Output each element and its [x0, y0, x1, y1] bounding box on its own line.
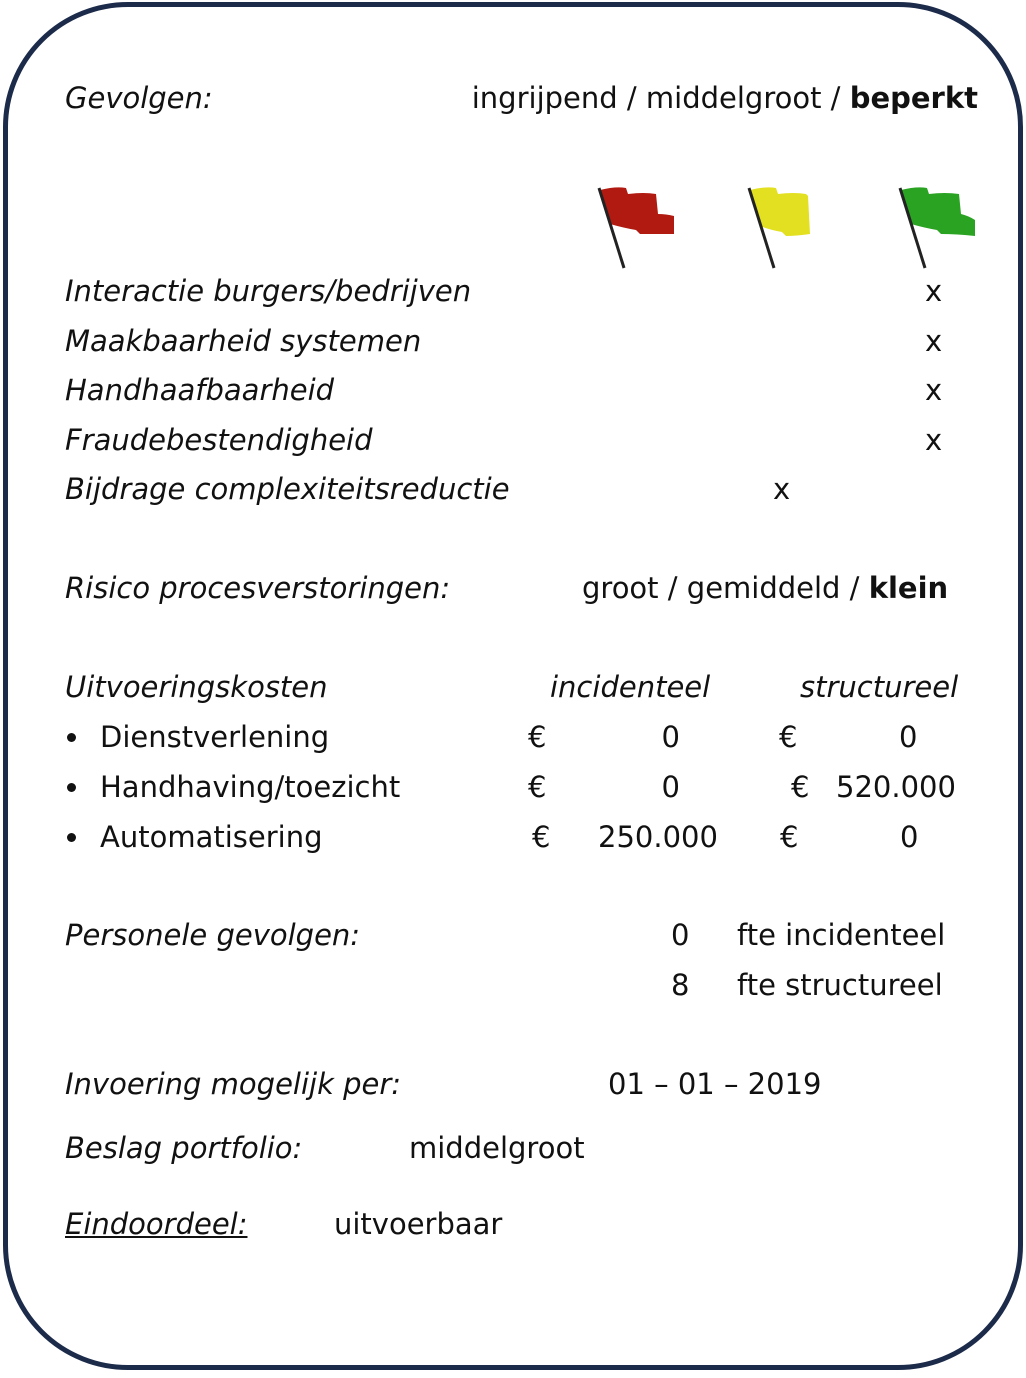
- currency: €: [780, 820, 799, 854]
- personeel-unit: fte incidenteel: [737, 918, 946, 952]
- separator: /: [821, 81, 850, 115]
- eindoordeel-label: Eindoordeel:: [65, 1207, 248, 1241]
- option-selected: beperkt: [849, 81, 978, 115]
- bullet-icon: [67, 833, 76, 842]
- beslag-value: middelgroot: [409, 1131, 585, 1165]
- bullet-icon: [67, 733, 76, 742]
- risico-label: Risico procesverstoringen:: [65, 571, 451, 605]
- red-flag-icon: [596, 184, 678, 272]
- separator: /: [840, 571, 869, 605]
- personeel-unit: fte structureel: [737, 968, 943, 1002]
- kosten-label: Uitvoeringskosten: [65, 670, 328, 704]
- criterion-label: Bijdrage complexiteitsreductie: [65, 472, 510, 506]
- currency: €: [532, 820, 551, 854]
- kosten-col-structureel: structureel: [800, 670, 959, 704]
- currency: €: [528, 720, 547, 754]
- option-groot: groot: [582, 571, 659, 605]
- criterion-label: Fraudebestendigheid: [65, 423, 373, 457]
- criterion-label: Interactie burgers/bedrijven: [65, 274, 472, 308]
- kosten-incidenteel: 0: [661, 720, 680, 754]
- currency: €: [779, 720, 798, 754]
- eindoordeel-value: uitvoerbaar: [334, 1207, 503, 1241]
- criterion-mark: x: [925, 423, 943, 457]
- kosten-row-label: Handhaving/toezicht: [100, 770, 401, 804]
- kosten-row-label: Dienstverlening: [100, 720, 330, 754]
- personeel-label: Personele gevolgen:: [65, 918, 361, 952]
- kosten-incidenteel: 0: [661, 770, 680, 804]
- kosten-row-label: Automatisering: [100, 820, 323, 854]
- gevolgen-label: Gevolgen:: [65, 81, 213, 115]
- criterion-mark: x: [925, 373, 943, 407]
- invoering-date: 01 – 01 – 2019: [608, 1067, 822, 1101]
- personeel-value: 0: [671, 918, 690, 952]
- criterion-mark: x: [925, 274, 943, 308]
- currency: €: [791, 770, 810, 804]
- kosten-incidenteel: 250.000: [598, 820, 718, 854]
- beslag-label: Beslag portfolio:: [65, 1131, 303, 1165]
- kosten-col-incidenteel: incidenteel: [550, 670, 711, 704]
- criterion-mark: x: [773, 472, 791, 506]
- kosten-structureel: 0: [900, 820, 919, 854]
- criterion-mark: x: [925, 324, 943, 358]
- criterion-label: Handhaafbaarheid: [65, 373, 335, 407]
- green-flag-icon: [897, 184, 979, 272]
- separator: /: [658, 571, 687, 605]
- option-middelgroot: middelgroot: [645, 81, 822, 115]
- kosten-structureel: 520.000: [836, 770, 956, 804]
- separator: /: [617, 81, 646, 115]
- criterion-label: Maakbaarheid systemen: [65, 324, 422, 358]
- option-gemiddeld: gemiddeld: [686, 571, 841, 605]
- personeel-value: 8: [671, 968, 690, 1002]
- risico-options: [582, 570, 948, 606]
- gevolgen-options: [472, 80, 978, 116]
- yellow-flag-icon: [746, 184, 828, 272]
- currency: €: [528, 770, 547, 804]
- option-ingrijpend: ingrijpend: [471, 81, 618, 115]
- invoering-label: Invoering mogelijk per:: [65, 1067, 402, 1101]
- bullet-icon: [67, 783, 76, 792]
- option-selected: klein: [868, 571, 949, 605]
- kosten-structureel: 0: [899, 720, 918, 754]
